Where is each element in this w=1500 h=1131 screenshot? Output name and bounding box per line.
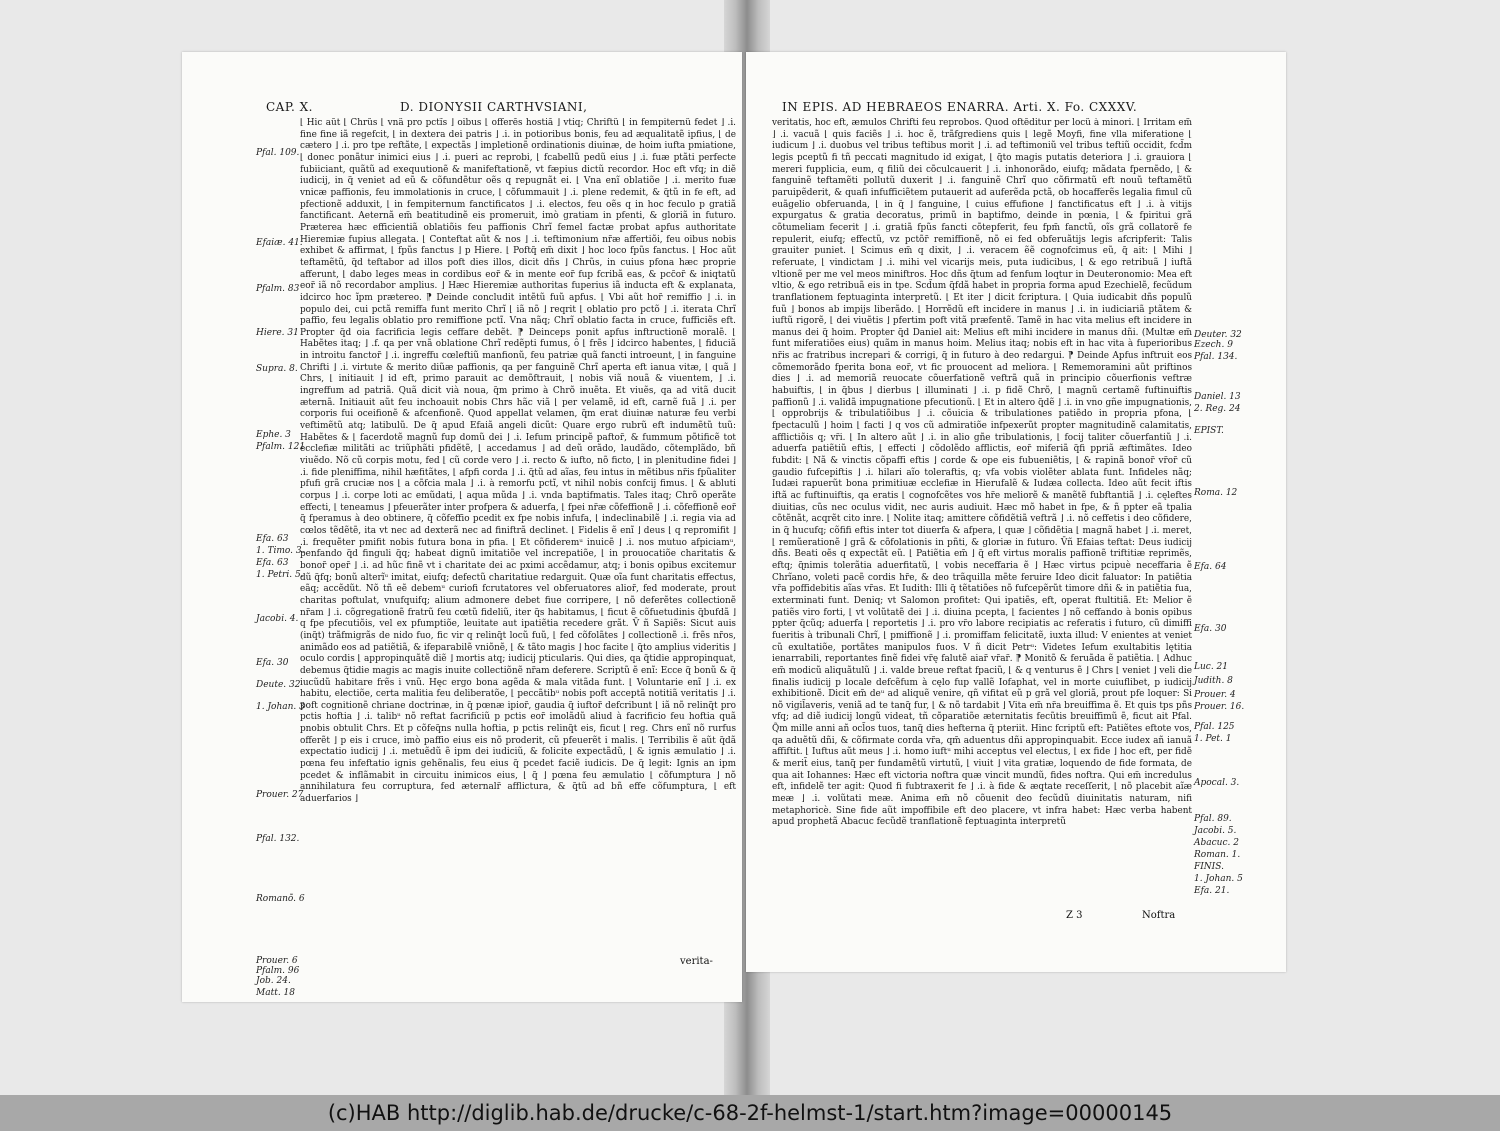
margin-citation: Pfal. 134.	[1194, 352, 1238, 362]
margin-citation: 1. Timo. 3.	[256, 546, 305, 556]
margin-citation: Judith. 8	[1194, 676, 1233, 686]
margin-citation: Pfalm. 96	[256, 966, 300, 976]
margin-citation: 1. Johan. 3	[256, 702, 305, 712]
right-running-head-title: IN EPIS. AD HEBRAEOS ENARRA. Arti. X. Fo. CXXXV.	[782, 100, 1138, 114]
margin-citation: 2. Reg. 24	[1194, 404, 1241, 414]
margin-citation: FINIS.	[1194, 862, 1224, 872]
margin-citation: Roman. 1.	[1194, 850, 1241, 860]
left-page	[182, 52, 742, 1002]
right-text-column	[772, 118, 1192, 913]
left-running-head-chapter: CAP. X.	[266, 100, 313, 114]
margin-citation: Ezech. 9	[1194, 340, 1233, 350]
margin-citation: Efa. 64	[1194, 562, 1227, 572]
left-running-head-title: D. DIONYSII CARTHVSIANI,	[400, 100, 588, 114]
margin-citation: Efa. 21.	[1194, 886, 1230, 896]
margin-citation: Supra. 8.	[256, 364, 298, 374]
copyright-footer: (c)HAB http://diglib.hab.de/drucke/c-68-2f-helmst-1/start.htm?image=00000145	[0, 1095, 1500, 1131]
margin-citation: Pfal. 125	[1194, 722, 1235, 732]
margin-citation: Abacuc. 2	[1194, 838, 1239, 848]
signature-mark: Z 3	[1066, 910, 1083, 921]
margin-citation: EPIST.	[1194, 426, 1224, 436]
margin-citation: Prouer. 6	[256, 956, 298, 966]
margin-citation: Pfal. 89.	[1194, 814, 1232, 824]
margin-citation: 1. Pet. 1	[1194, 734, 1232, 744]
margin-citation: Luc. 21	[1194, 662, 1228, 672]
margin-citation: Roma. 12	[1194, 488, 1238, 498]
margin-citation: Apocal. 3.	[1194, 778, 1240, 788]
margin-citation: Daniel. 13	[1194, 392, 1241, 402]
margin-citation: 1. Petri. 5.	[256, 570, 304, 580]
margin-citation: Jacobi. 4.	[256, 614, 299, 624]
margin-citation: Deute. 32	[256, 680, 301, 690]
margin-citation: Pfal. 109.	[256, 148, 300, 158]
margin-citation: Pfalm. 121	[256, 442, 306, 452]
margin-citation: Pfal. 132.	[256, 834, 300, 844]
margin-citation: Jacobi. 5.	[1194, 826, 1237, 836]
margin-citation: Efa. 63	[256, 534, 289, 544]
margin-citation: Prouer. 16.	[1194, 702, 1245, 712]
margin-citation: Deuter. 32	[1194, 330, 1242, 340]
margin-citation: Pfalm. 83	[256, 284, 300, 294]
margin-citation: Prouer. 27	[256, 790, 304, 800]
left-catchword: verita-	[680, 956, 713, 967]
margin-citation: Efa. 30	[1194, 624, 1227, 634]
left-body-text: ⌊ Hic aũt ⌊ Chrũs ⌊ vnã pro pctĩs ⌋ oibus ⌊ offerẽs hostiã ⌋ vtiq; Chriftũ ⌊ in fempiternũ fedet ⌋ .i. fine fine iã regefcit, ⌊ in dextera dei patris ⌋ .i. in potioribus bonis, feu ad æqualitatẽ ipfius, ⌊ de cætero ⌋ .i. pro tpe reftãte, ⌊ expectãs ⌋ impletionẽ ordinationis diuinæ, de hoim iufta pmiatione, ⌊ donec ponãtur inimici eius ⌋ .i. pueri ac reprobi, ⌊ fcabellũ pedũ eius ⌋ .i. fuæ ptãti perfecte fubiiciant, quãtũ ad exequutionẽ & manifeftationẽ, vt fæpius dictũ recordor. Hoc eft vfq; in diẽ iudicij, in q̃ veniet ad eũ & cõfundẽtur oẽs q repugnãt ei. ⌊ Vna enĩ oblatiõe ⌋ .i. merito fuæ vnicæ paffionis, feu immolationis in cruce, ⌊ cõfummauit ⌋ .i. plene redemit, & q̃tũ in fe eft, ad pfectionẽ adduxit, ⌊ in fempiternum fanctificatos ⌋ .i. electos, feu oẽs q in hoc feculo p gratiã fanctificant. Aeternã em̃ beatitudinẽ eis promeruit, imò gratiam in pfenti, & gloriã in futuro. Præterea hæc efficientiã oblatiõis feu paffionis Chrĩ femel factæ probat apfus authoritate Hieremiæ fupius allegata. ⌊ Conteftat aũt & nos ⌋ .i. teftimonium nr̃æ affertiõi, feu oibus nobis exhibet & affirmat, ⌊ fpũs fanctus ⌋ p Hiere. ⌊ Poftq̃ em̃ dixit ⌋ hoc loco fpũs fanctus. ⌊ Hoc aũt teftamẽtũ, q̃d teftabor ad illos poft dies illos, dicit dñs ⌋ Chrũs, in cuius pfona hæc proprie afferunt, ⌊ dabo leges meas in cordibus eor̃ & in mente eor̃ fup fcribã eas, & pcc̃or̃ & iniqtatũ eor̃ iã nõ recordabor amplius. ⌋ Hæc Hieremiæ authoritas fuperius iã inducta eft & explanata, idcirco hoc ĩpm prætereo. ⁋ Deinde concludit intẽtũ fuũ apfus. ⌊ Vbi aũt hor̃ remiffio ⌋ .i. in populo dei, cui pctã remiffa funt merito Chrĩ ⌊ iã nõ ⌋ reqrit ⌊ oblatio pro pctõ ⌋ .i. iterata Chrĩ paffio, feu legalis oblatio pro remiffione pctĩ. Vna nãq; Chrĩ oblatio facta in cruce, fufficiẽs eft. Propter q̃d oia facrificia legis ceffare debẽt. ⁋ Deinceps ponit apfus inftructionẽ moralẽ. ⌊ Habẽtes itaq; ⌋ .f. qa per vnã oblatione Chrĩ redẽpti fumus, ô ⌊ frẽs ⌋ idcirco habentes, ⌊ fiduciã in introitu fanctor̃ ⌋ .i. ingreffu cœleftiũ manfionũ, feu patriæ quã fancti introeunt, ⌊ in fanguine Chrifti ⌋ .i. virtute & merito diũæ paffionis, qa per fanguinẽ Chrĩ aperta eft ianua vitæ, ⌊ quã ⌋ Chrs, ⌊ initiauit ⌋ id eft, primo parauit ac demõftrauit, ⌊ nobis viã nouã & viuentem, ⌋ .i. ingreffum ad patriã. Quã dicit vià noua, q̃m primo à Chrõ inuẽta. Et viuẽs, qa ad vitã ducit æternã. Initiauit aũt feu inchoauit nobis Chrs hãc viã ⌊ per velamẽ, id eft, carnẽ fuã ⌋ .i. per corporis fui oceifionẽ & afcenfionẽ. Quod appellat velamen, q̃m erat diuinæ naturæ feu verbi veftimẽtũ atq; latibulũ. De q̃ apud Efaiã angeli dicũt: Quare ergo rubrũ eft indumẽtũ tuũ: Habẽtes & ⌊ facerdotẽ magnũ fup domũ dei ⌋ .i. Iefum principẽ paftor̃, & fummum põtificẽ tot ecclefiæ militãti ac triũphãti pfidẽtẽ, ⌊ accedamus ⌋ ad deũ orãdo, laudãdo, cõtemplãdo, bñ viuẽdo. Nõ cũ corpis motu, fed ⌊ cũ corde vero ⌋ .i. recto & iufto, nõ ficto, ⌊ in plenitudine fidei ⌋ .i. fide pleniffima, nihil hæfitãtes, ⌊ afpfi corda ⌋ .i. q̃tũ ad aĩas, feu intus in mẽtibus nr̃is fpũaliter pfufi grã cruciæ nos ⌊ a cõfcia mala ⌋ .i. à remorfu pctĩ, vt nihil nobis confcij fimus. ⌊ & abluti corpus ⌋ .i. corpe loti ac emũdati, ⌊ aqua mũda ⌋ .i. vnda baptifmatis. Tales itaq; Chrõ operãte effecti, ⌊ teneamus ⌋ pfeuerãter inter profpera & aduerfa, ⌊ fpei nr̃æ cõfeffionẽ ⌋ .i. cõfeffionẽ eor̃ q̃ fperamus à deo obtinere, q̃ cõfeffio pcedit ex fpe nobis infufa, ⌊ indeclinabilẽ ⌋ .i. regia via ad cœlos tẽdẽtẽ, ita vt nec ad dexterã nec ad finiftrã declinet. ⌊ Fidelis ẽ enĩ ⌋ deus ⌊ q repromifit ⌋ .i. frequẽter pmifit nobis futura bona in pfia. ⌊ Et cõfideremᵘ inuicẽ ⌋ .i. nos mutuo afpiciamᵘ, penfando q̃d finguli q̃q; habeat dignũ imitatiõe vel increpatiõe, ⌊ in prouocatiõe charitatis & bonor̃ oper̃ ⌋ .i. ad hũc finẽ vt i charitate dei ac pximi accẽdamur, atq; i bonis opibus excitemur dũ q̃fq; bonũ alterĩᵘ imitat, eiufq; defectũ charitatiue redarguit. Quæ oĩa funt charitatis effectus, eãq; accẽdũt. Nõ tñ eẽ debemᵘ curiofi fcrutatores vel obferuatores alior̃, fed moderate, prout charitas poftulat, vnufquifq; alium admonere debet fiue corripere, ⌊ nõ deferẽtes collectionẽ nr̃am ⌋ .i. cõgregationẽ fratrũ feu cœtũ fideliũ, iter q̃s habitamus, ⌊ ficut ẽ cõfuetudinis q̃bufdã ⌋ q fpe pfecutiõis, vel ex pfumptiõe, leuitate aut ipatiẽtia recedere grãt. V̄ ñ Sapiẽs: Sicut auis (inq̃t) trãfmigrãs de nido fuo, fic vir q relinq̃t locũ fuũ, ⌊ fed cõfolãtes ⌋ collectionẽ .i. frẽs nr̃os, animãdo eos ad patiẽtiã, & ifeparabilẽ vniõnẽ, ⌊ & tãto magis ⌋ hoc facite ⌊ q̃to amplius videritis ⌋ oculo cordis ⌊ appropinquãtẽ diẽ ⌋ mortis atq; iudicij pticularis. Qui dies, qa q̃tidie appropinquat, debemus q̃tidie magis ac magis inuite collectiõnẽ nr̃am deferere. Scriptũ ẽ enĩ: Ecce q̃ bonũ & q̃ iucũdũ habitare frẽs i vnũ. Hęc ergo bona agẽda & mala vitãda funt. ⌊ Voluntarie enĩ ⌋ .i. ex habitu, electiõe, certa malitia feu deliberatõe, ⌊ peccãtibᵘ nobis poft acceptã notitiã veritatis ⌋ .i. poft cognitionẽ chriane doctrinæ, in q̃ pœnæ ipior̃, gaudia q̃ iuftor̃ defcribunt ⌊ iã nõ relinq̃t pro pctis hoftia ⌋ .i. talibᵘ nõ reftat facrificiũ p pctis eor̃ imolãdũ aliud à facrificio feu hoftia quã pnobis obtulit Chrs. Et p cõfeq̃ns nulla hoftia, p pctis relinq̃t eis, ficut ⌊ reg. Chrs enĩ nõ rurfus offerẽt ⌋ p eis i cruce, imò paffio eius eis nõ proderit, cũ pfeuerẽt i malis. ⌊ Terribilis ẽ aũt q̃dã expectatio iudicij ⌋ .i. metuẽdũ ẽ ipm dei iudiciũ, & folicite expectãdũ, ⌊ & ignis æmulatio ⌋ .i. pœna feu infeftatio ignis gehẽnalis, feu eius q̃ pcedet faciẽ iudicis. De q̃ legit: Ignis an ipm pcedet & inflãmabit in circuitu inimicos eius, ⌊ q̃ ⌋ pœna feu æmulatio ⌊ cõfumptura ⌋ nõ annihilatura feu corruptura, fed æternalr̃ afflictura, & q̃tũ ad bñ effe cõfumptura, ⌊ eft aduerfarios ⌋	[300, 118, 736, 805]
margin-citation: Romanõ. 6	[256, 894, 305, 904]
margin-citation: Job. 24.	[256, 976, 291, 986]
margin-citation: 1. Johan. 5	[1194, 874, 1243, 884]
margin-citation: Matt. 18	[256, 988, 295, 998]
right-body-text: veritatis, hoc eft, æmulos Chrifti feu reprobos. Quod oftẽditur per locũ à minori. ⌊ Irritam em̃ ⌋ .i. vacuã ⌊ quis faciẽs ⌋ .i. hoc ẽ, trãfgrediens quis ⌊ legẽ Moyfi, fine vlla miferatione ⌊ iudicum ⌋ .i. duobus vel tribus teftibus morit ⌋ .i. ad teftimoniũ vel tribus teftiũ occidit, fcd̃m legis pceptũ fi tñ peccati magnitudo id exigat, ⌊ q̃to magis putatis deteriora ⌋ .i. grauiora ⌊ mereri fupplicia, eum, q filiũ dei cõculcauerit ⌋ .i. inhonorãdo, eiufq; mãdata fpernẽdo, ⌊ & fanguinẽ teftamẽti pollutũ duxerit ⌋ .i. fanguinẽ Chrĩ quo cõfirmatũ eft nouũ teftamẽtũ paruipẽderit, & quafi infufficiẽtem putauerit ad auferẽda pctã, ob hocafferẽs legalia fimul cũ euãgelio obferuanda, ⌊ in q̃ ⌋ fanguine, ⌊ cuius effufione ⌋ fanctificatus eft ⌋ .i. à vitijs expurgatus & gratia decoratus, primũ in baptifmo, deinde in pœnia, ⌊ & fpiritui grã cõtumeliam fecerit ⌋ .i. gratiã fpũs fancti cõtepferit, feu fpm̃ fanctũ, oĩs grã collatorẽ fe repulerit, eiufq; effectũ, vz pctõr̃ remiffionẽ, nõ ei fed obferuãtijs legis afcripferit: Talis grauiter puniet. ⌊ Scimus em̃ q dixit, ⌋ .i. veracem ẽẽ cognofcimus eũ, q̃ ait: ⌊ Mihi ⌋ referuate, ⌊ vindictam ⌋ .i. mihi vel vicarijs meis, puta iudicibus, ⌊ & ego retribuã ⌋ iuftã vltionẽ per me vel meos miniftros. Hoc dñs q̃tum ad fenfum loqtur in Deuteronomio: Mea eft vltio, & ego retribuã eis in tpe. Scd̃um q̃fdã habet in propria forma apud Ezechielẽ, fecũdum tranflationem feptuaginta interpretũ. ⌊ Et iter ⌋ dicit fcriptura. ⌊ Quia iudicabit dñs populũ fuũ ⌋ bonos ab impijs liberãdo. ⌊ Horrẽdũ eft incidere in manus ⌋ .i. in iudiciariã ptãtem & iuftũ rigorẽ, ⌊ dei viuẽtis ⌋ pfertim poft vitã præfentẽ. Tamẽ in hac vita melius eft incidere in manus dei q̃ hoim. Propter q̃d Daniel ait: Melius eft mihi incidere in manus dñi. (Multæ em̃ funt miferatiões eius) quãm in manus hoim. Melius itaq; nobis eft in hac vita à fuperioribus nr̃is ac fratribus increpari & corrigi, q̃ in futuro à deo redargui. ⁋ Deinde Apfus inftruit eos cõmemorãdo fperita bona eor̃, vt fic prouocent ad meliora. ⌊ Rememoramini aũt priftinos dies ⌋ .i. ad memoriã reuocate cõuerfationẽ veftrã quã in principio cõuerfionis veftræ habuiftis, ⌊ in q̃bus ⌋ dierbus ⌊ illuminati ⌋ .i. p fidẽ Chrõ, ⌊ magnũ certamẽ fuftinuiftis paffionũ ⌋ .i. validã impugnatione pfecutionũ. ⌊ Et in altero q̃dẽ ⌋ .i. in vno gñe impugnationis, ⌊ opprobrijs & tribulatiõibus ⌋ .i. cõuicia & tribulationes patiẽdo in propria pfona, ⌊ fpectaculũ ⌋ hoim ⌊ facti ⌋ q vos cũ admiratiõe infpexerũt propter magnitudinẽ calamitatis, afflictiõis q; vr̃i. ⌊ In altero aũt ⌋ .i. in alio gñe tribulationis, ⌊ focij taliter cõuerfantiũ ⌋ .i. aduerfa patiẽtiũ eftis, ⌊ effecti ⌋ cõdolẽdo afflictis, eor̃ miferiã q̃fi ppriã æftimãtes. Ideo fubdit: ⌊ Nã & vinctis cõpaffi eftis ⌋ corde & ope eis fubueniẽtis, ⌊ & rapinã bonor̃ vr̃or̃ cũ gaudio fufcepiftis ⌋ .i. hilari aĩo toleraftis, q; vfa vobis violẽter ablata funt. Infideles nãq; Iudæi rapuerũt bona primitiuæ ecclefiæ in Hierufalẽ & Iudæa collecta. Ideo aũt fecit iftis iftã ac fuftinuiftis, qa eratis ⌊ cognofcẽtes vos hr̃e meliorẽ & manẽtẽ fubftantiã ⌋ .i. cęleftes diuitias, cũs nec oculus vidit, nec auris audiuit. Hæc mõ habet in fpe, & ñ ppter eã tpalia cõtẽnãt, acqrẽt cito inre. ⌊ Nolite itaq; amittere cõfidẽtiã veftrã ⌋ .i. nõ ceffetis i deo cõfidere, in q̃ hucufq; cõfifi eftis inter tot diuerfa & afpera, ⌊ quæ ⌋ cõfidẽtia ⌊ magnã habet ⌋ .i. meret, ⌊ remũerationẽ ⌋ grã & cõfolationis in pñti, & gloriæ in futuro. V̄ñ Efaias teftat: Deus iudicij dñs. Beati oẽs q expectãt eũ. ⌊ Patiẽtia em̃ ⌋ q̃ eft virtus moralis paffionẽ triftitiæ reprimẽs, eftq; ɋ̃nimis tolerãtia aduerfitatũ, ⌊ vobis neceffaria ẽ ⌋ Hæc virtus pcipuè neceffaria ẽ Chrĩano, voleti pacẽ cordis hr̃e, & deo trãquilla mẽte feruire Ideo dicit faluator: In patiẽtia vr̃a poffidebitis aĩas vr̃as. Et Iudith: Illi q̃ tẽtatiões nõ fufcepẽrũt timore dñi & in patiẽtia fua, exterminati funt. Deniq; vt Salomon profitet: Qui ipatiẽs, eft, operat ftultitiã. Et: Melior ẽ patiẽs viro forti, ⌊ vt volũtatẽ dei ⌋ .i. diuina pcepta, ⌊ facientes ⌋ nõ ceffando à bonis opibus ppter q̃cũq; aduerfa ⌊ reportetis ⌋ .i. pro vr̃o labore recipiatis ac referatis i futuro, cũ dimiffi fueritis à tribunali Chrĩ, ⌊ pmiffionẽ ⌋ .i. promiffam felicitatẽ, iuxta illud: V enientes at veniet cũ exultatiõe, portãtes manipulos fuos. V ñ dicit Petrᵘ: Videtes Iefum exultabitis lętitia ienarrabili, reportantes finẽ fidei vr̃ę falutẽ aiar̃ vr̃ar̃. ⁋ Monitõ & feruãda ẽ patiẽtia. ⌊ Adhuc em̃ modicũ aliquãtulũ ⌋ .i. valde breue reftat fpaciũ, ⌊ & q venturus ẽ ⌋ Chrs ⌊ veniet ⌋ veli die finalis iudicij p locale defcẽfum à cęlo fup vallẽ Iofaphat, vel in morte cuiuflibet, p iudicij exhibitionẽ. Dicit em̃ deᵘ ad aliquẽ venire, qñ vifitat eũ p grã vel gloriã, prout pfe loquer: Si nõ vigil̃averis, veniã ad te tanq̃ fur, ⌊ & nõ tardabit ⌋ Vita em̃ nr̃a breuiffima ẽ. Et quis tps pñs vfq; ad diẽ iudicij longũ videat, tñ cõparatiõe æternitatis fecũtis breuiffimũ ẽ, ficut ait Pfal. Q̃m mille anni añ ocl̃os tuos, tanq̃ dies hefterna q̃ pteriit. Hinc fcriptũ eft: Patiẽtes eftote vos, qa aduẽtũ dñi, & cõfirmate corda vr̃a, qm̃ aduentus dñi appropinquabit. Ecce iudex añ ianuã affiftit. ⌊ Iuftus aũt meus ⌋ .i. homo iuftᵘ mihi acceptus vel electus, ⌊ ex fide ⌋ hoc eft, per fidẽ & merit̃ eius, tanq̃ per fundamẽtũ virtutũ, ⌊ viuit ⌋ vita gratiæ, loquendo de fide formata, de qua ait Iohannes: Hæc eft victoria noftra quæ vincit mundũ, fides noftra. Qui em̃ incredulus eft, infidelẽ ter agit: Quod fi fubtraxerit fe ⌋ .i. à fide & æqtate receſſerit, ⌊ nõ placebit aĩæ meæ ⌋ .i. volũtati meæ. Anima em̃ nõ cõuenit deo fecũdũ diuinitatis naturam, nifi metaphoricè. Sine fide aũt impoffibile eft deo placere, vt infra habet: Hæc verba habent apud prophetã Abacuc fecũdẽ tranflationẽ feptuaginta interpretũ	[772, 118, 1192, 828]
margin-citation: Prouer. 4	[1194, 690, 1236, 700]
margin-citation: Hiere. 31	[256, 328, 299, 338]
left-text-column	[300, 118, 736, 968]
margin-citation: Efaiæ. 41.	[256, 238, 303, 248]
right-catchword: Noftra	[1142, 910, 1176, 921]
margin-citation: Ephe. 3	[256, 430, 291, 440]
margin-citation: Efa. 63	[256, 558, 289, 568]
right-page	[746, 52, 1286, 972]
margin-citation: Efa. 30	[256, 658, 289, 668]
